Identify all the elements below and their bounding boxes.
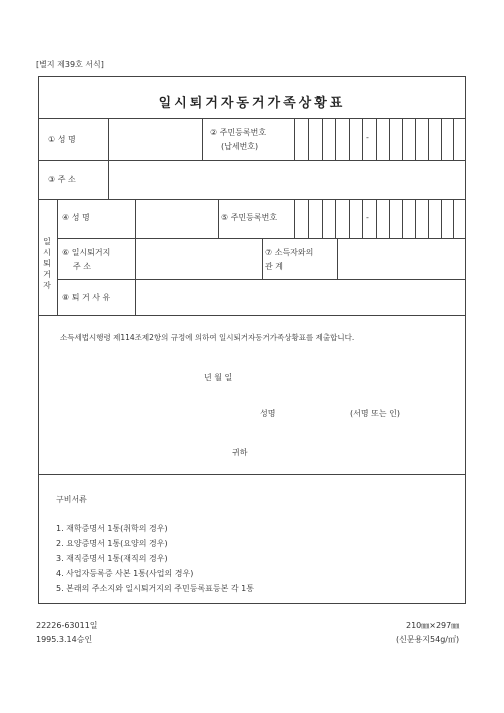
paper-type: (신문용지54g/㎡) bbox=[396, 635, 460, 644]
list-item: 4. 사업자등록증 사본 1통(사업의 경우) bbox=[56, 569, 194, 578]
signer-label: 성명 bbox=[260, 409, 276, 418]
list-item: 3. 재직증명서 1통(재직의 경우) bbox=[56, 554, 168, 563]
documents-heading: 구비서류 bbox=[56, 495, 87, 504]
resident-rrn-label: ⑤ 주민등록번호 bbox=[221, 213, 278, 222]
rrn-dash: - bbox=[366, 133, 369, 142]
addressee-label: 귀하 bbox=[232, 448, 248, 457]
rrn-label: ② 주민등록번호 bbox=[210, 128, 267, 137]
approval-date: 1995.3.14승인 bbox=[36, 635, 93, 644]
list-item: 1. 재학증명서 1통(취학의 경우) bbox=[56, 524, 168, 533]
move-out-reason-label: ⑧ 퇴 거 사 유 bbox=[62, 293, 111, 302]
documents-list bbox=[56, 521, 254, 596]
form-code: 22226-63011일 bbox=[36, 621, 98, 630]
declaration-date: 년 월 일 bbox=[204, 373, 233, 382]
temp-address-label-2: 주 소 bbox=[73, 262, 91, 271]
declaration-statement: 소득세법시행령 제114조제2항의 규정에 의하여 일시퇴거자동거가족상황표를 제출합니다. bbox=[60, 333, 355, 342]
relationship-label: ⑦ 소득자와의 bbox=[265, 248, 314, 257]
form-title: 일시퇴거자동거가족상황표 bbox=[158, 96, 346, 111]
address-label: ③ 주 소 bbox=[48, 175, 76, 184]
tax-number-label: (납세번호) bbox=[221, 142, 259, 151]
name-label: ① 성 명 bbox=[48, 135, 76, 144]
list-item: 2. 요양증명서 1통(요양의 경우) bbox=[56, 539, 168, 548]
list-item: 5. 본래의 주소지와 일시퇴거지의 주민등록표등본 각 1통 bbox=[56, 584, 254, 593]
signature-note: (서명 또는 인) bbox=[350, 409, 400, 418]
paper-size: 210㎜×297㎜ bbox=[406, 621, 460, 630]
form-number-label: [별지 제39호 서식] bbox=[36, 60, 104, 69]
resident-rrn-dash: - bbox=[366, 213, 369, 222]
address-field[interactable] bbox=[109, 161, 465, 198]
relationship-label-2: 관 계 bbox=[265, 262, 283, 271]
move-out-reason-field[interactable] bbox=[136, 280, 465, 314]
resident-name-label: ④ 성 명 bbox=[62, 213, 90, 222]
temp-address-label: ⑥ 일시퇴거지 bbox=[62, 248, 111, 257]
temporary-resident-section-label: 일 시 퇴 거 자 bbox=[43, 237, 51, 290]
